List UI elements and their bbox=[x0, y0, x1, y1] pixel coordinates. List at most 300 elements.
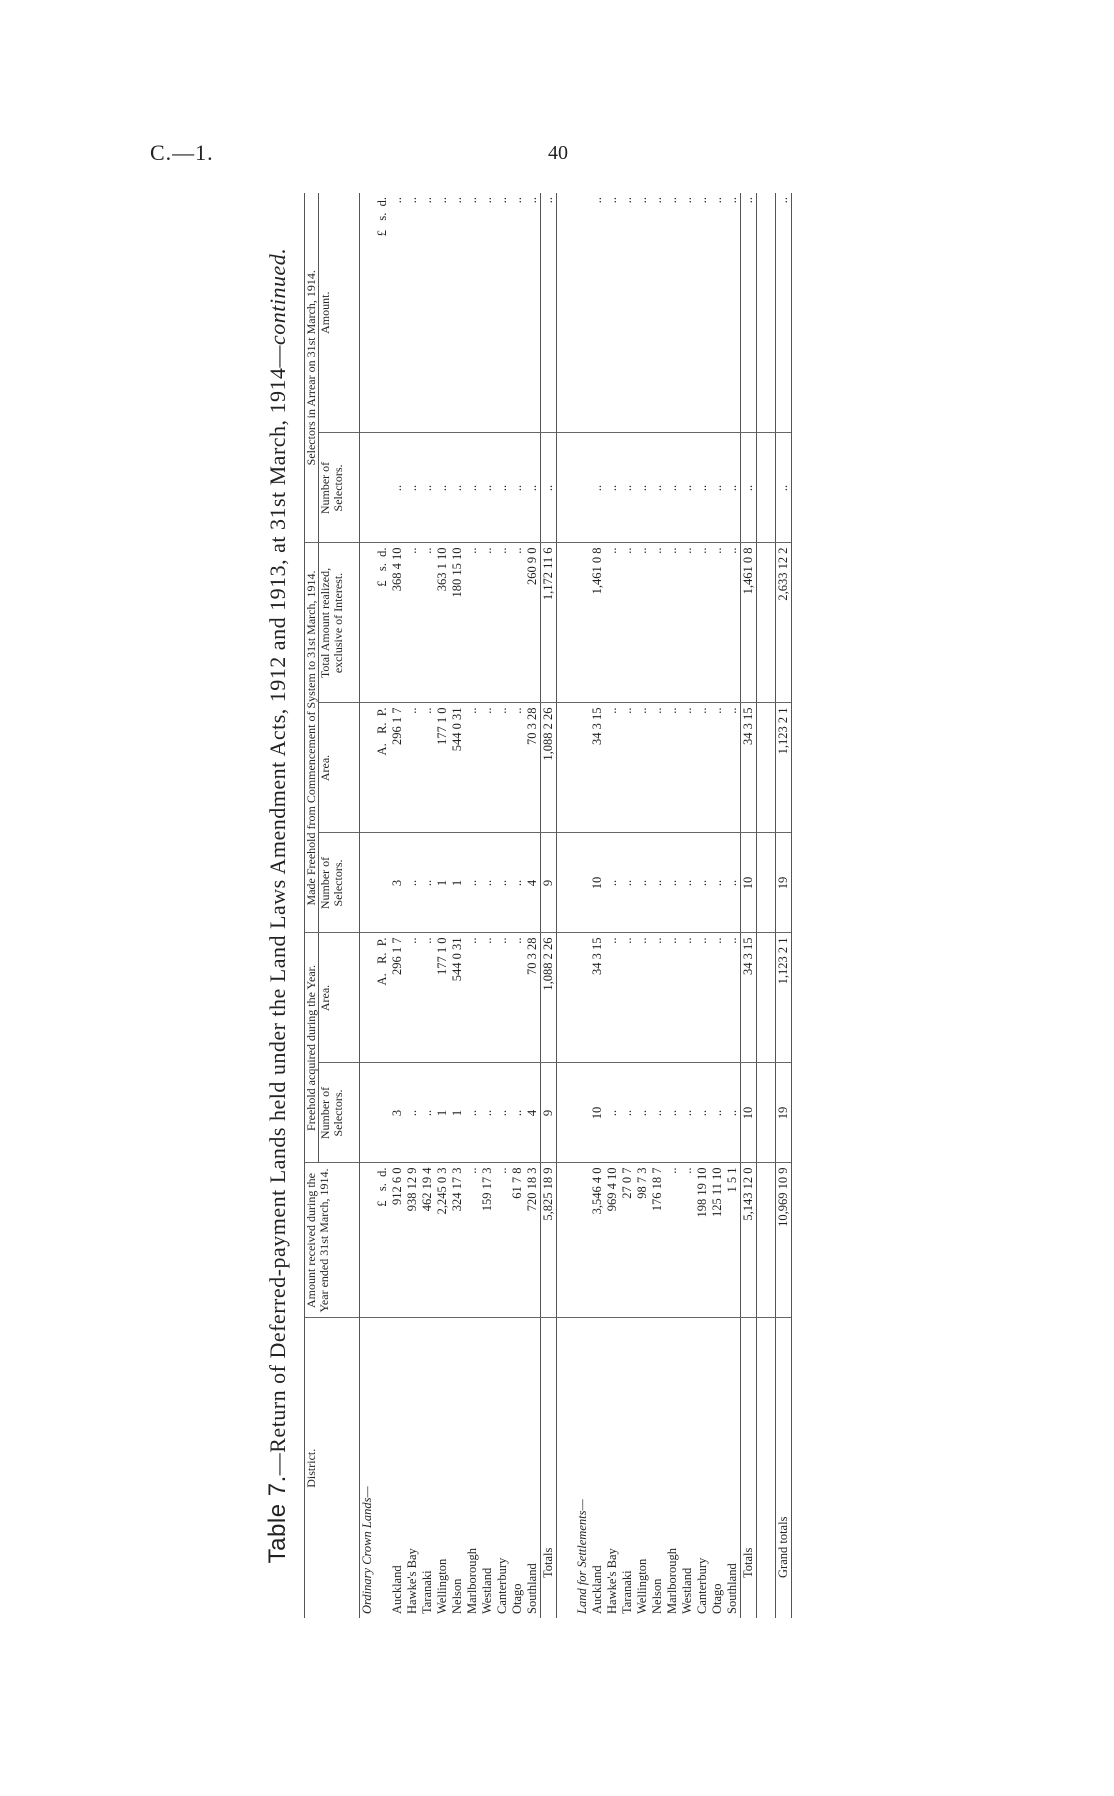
fa-number-cell: .. bbox=[695, 1063, 710, 1163]
arr-number-cell: .. bbox=[420, 433, 435, 543]
fa-area-header: Area. bbox=[319, 933, 360, 1063]
fa-number-cell: .. bbox=[605, 1063, 620, 1163]
amount-received-cell: .. bbox=[665, 1163, 680, 1318]
mf-amount-cell: .. bbox=[420, 543, 435, 703]
arr-amount-cell: .. bbox=[541, 193, 557, 433]
table-caption bbox=[264, 193, 292, 1618]
mf-amount-cell: .. bbox=[480, 543, 495, 703]
mf-amount-cell: 1,461 0 8 bbox=[741, 543, 757, 703]
amount-received-cell: 159 17 3 bbox=[480, 1163, 495, 1318]
fa-area-cell: 177 1 0 bbox=[435, 933, 450, 1063]
district-name: Canterbury bbox=[695, 1557, 709, 1614]
mf-number-cell: 1 bbox=[450, 833, 465, 933]
amount-received-cell: 61 7 8 bbox=[510, 1163, 525, 1318]
fa-area-cell: .. bbox=[510, 933, 525, 1063]
arr-amount-cell: .. bbox=[495, 193, 510, 433]
spacer-cell bbox=[757, 703, 776, 833]
fa-area-cell: 70 3 28 bbox=[525, 933, 541, 1063]
table-row bbox=[495, 193, 510, 1618]
district-name: Auckland bbox=[590, 1565, 604, 1614]
arr-number-header: Number of Selectors. bbox=[319, 433, 360, 543]
amount-received-cell: .. bbox=[465, 1163, 480, 1318]
table-row bbox=[465, 193, 480, 1618]
grand-totals-row bbox=[776, 193, 792, 1618]
spacer-cell bbox=[557, 703, 576, 833]
table-row bbox=[605, 193, 620, 1618]
mf-number-cell: 10 bbox=[590, 833, 605, 933]
fa-area-cell: .. bbox=[680, 933, 695, 1063]
district-name: Westland bbox=[680, 1567, 694, 1614]
table-row bbox=[435, 193, 450, 1618]
arr-amount-cell: .. bbox=[725, 193, 741, 433]
amount-received-cell: 98 7 3 bbox=[635, 1163, 650, 1318]
arr-amount-cell: .. bbox=[695, 193, 710, 433]
table-row bbox=[695, 193, 710, 1618]
spacer-cell bbox=[757, 1318, 776, 1618]
page-number: 40 bbox=[548, 142, 568, 164]
district-name: Southland bbox=[525, 1563, 539, 1614]
mf-area-cell: 177 1 0 bbox=[435, 703, 450, 833]
spacer-cell bbox=[557, 833, 576, 933]
district-name: Otago bbox=[510, 1583, 524, 1614]
mf-amount-cell: .. bbox=[665, 543, 680, 703]
arr-number-cell: .. bbox=[405, 433, 420, 543]
amount-received-cell: 1 5 1 bbox=[725, 1163, 741, 1318]
fa-area-cell: 544 0 31 bbox=[450, 933, 465, 1063]
spacer-cell bbox=[360, 543, 376, 703]
spacer-cell bbox=[360, 1163, 376, 1318]
mf-amount-cell: .. bbox=[725, 543, 741, 703]
unit-label: £ s. d. bbox=[375, 193, 390, 433]
arr-amount-cell: .. bbox=[450, 193, 465, 433]
spacer-cell bbox=[575, 703, 590, 833]
table-row bbox=[405, 193, 420, 1618]
mf-area-cell: 34 3 15 bbox=[741, 703, 757, 833]
fa-area-cell: .. bbox=[650, 933, 665, 1063]
mf-area-cell: .. bbox=[420, 703, 435, 833]
fa-area-cell: .. bbox=[420, 933, 435, 1063]
mf-amount-cell: .. bbox=[510, 543, 525, 703]
unit-label: £ s. d. bbox=[375, 543, 390, 703]
arr-number-cell: .. bbox=[450, 433, 465, 543]
fa-number-cell: .. bbox=[710, 1063, 725, 1163]
freehold-acquired-header: Freehold acquired during the Year. bbox=[305, 933, 319, 1163]
arr-amount-cell: .. bbox=[405, 193, 420, 433]
fa-area-cell: .. bbox=[465, 933, 480, 1063]
fa-number-cell: .. bbox=[420, 1063, 435, 1163]
mf-number-cell: 19 bbox=[776, 833, 792, 933]
spacer-cell bbox=[575, 1163, 590, 1318]
mf-area-cell: .. bbox=[710, 703, 725, 833]
fa-number-cell: .. bbox=[465, 1063, 480, 1163]
fa-area-cell: .. bbox=[405, 933, 420, 1063]
amount-received-cell: .. bbox=[680, 1163, 695, 1318]
spacer-cell bbox=[757, 1163, 776, 1318]
fa-number-cell: .. bbox=[495, 1063, 510, 1163]
amount-received-cell: 324 17 3 bbox=[450, 1163, 465, 1318]
amount-received-cell: .. bbox=[495, 1163, 510, 1318]
district-name: Southland bbox=[725, 1563, 739, 1614]
arr-amount-cell: .. bbox=[390, 193, 405, 433]
fa-number-cell: 1 bbox=[450, 1063, 465, 1163]
fa-number-cell: 9 bbox=[541, 1063, 557, 1163]
arr-number-cell: .. bbox=[665, 433, 680, 543]
arr-number-cell: .. bbox=[465, 433, 480, 543]
spacer-cell bbox=[360, 933, 376, 1063]
mf-amount-cell: 260 9 0 bbox=[525, 543, 541, 703]
district-name: Nelson bbox=[450, 1578, 464, 1614]
spacer-row bbox=[757, 193, 776, 1618]
arr-number-cell: .. bbox=[710, 433, 725, 543]
mf-area-cell: .. bbox=[605, 703, 620, 833]
arr-amount-cell: .. bbox=[680, 193, 695, 433]
fa-number-cell: 10 bbox=[590, 1063, 605, 1163]
amount-received-cell: 3,546 4 0 bbox=[590, 1163, 605, 1318]
fa-area-cell: .. bbox=[710, 933, 725, 1063]
fa-number-header: Number of Selectors. bbox=[319, 1063, 360, 1163]
arr-number-cell: .. bbox=[725, 433, 741, 543]
table-label: Table 7. bbox=[264, 1475, 291, 1564]
mf-amount-cell: .. bbox=[605, 543, 620, 703]
arr-amount-cell: .. bbox=[776, 193, 792, 433]
spacer-cell bbox=[575, 433, 590, 543]
spacer-cell bbox=[557, 1318, 576, 1618]
mf-number-cell: 9 bbox=[541, 833, 557, 933]
fa-number-cell: .. bbox=[680, 1063, 695, 1163]
mf-area-cell: .. bbox=[510, 703, 525, 833]
mf-number-cell: 10 bbox=[741, 833, 757, 933]
fa-area-cell: .. bbox=[495, 933, 510, 1063]
fa-number-cell: .. bbox=[665, 1063, 680, 1163]
section-title: Land for Settlements— bbox=[575, 1499, 589, 1614]
fa-area-cell: .. bbox=[695, 933, 710, 1063]
district-header: District. bbox=[305, 1318, 360, 1618]
district-name: Wellington bbox=[635, 1558, 649, 1614]
table-continued: continued. bbox=[265, 247, 290, 345]
fa-number-cell: 3 bbox=[390, 1063, 405, 1163]
mf-amount-cell: 2,633 12 2 bbox=[776, 543, 792, 703]
spacer-cell bbox=[557, 433, 576, 543]
page-code: C.—1. bbox=[150, 140, 214, 165]
in-arrear-header: Selectors in Arrear on 31st March, 1914. bbox=[305, 193, 319, 543]
totals-row bbox=[541, 193, 557, 1618]
arr-amount-cell: .. bbox=[510, 193, 525, 433]
arr-number-cell: .. bbox=[590, 433, 605, 543]
fa-area-cell: 1,123 2 1 bbox=[776, 933, 792, 1063]
amount-received-cell: 198 19 10 bbox=[695, 1163, 710, 1318]
mf-amount-cell: 1,461 0 8 bbox=[590, 543, 605, 703]
fa-area-cell: .. bbox=[635, 933, 650, 1063]
fa-number-cell: .. bbox=[620, 1063, 635, 1163]
fa-number-cell: 1 bbox=[435, 1063, 450, 1163]
mf-number-cell: .. bbox=[680, 833, 695, 933]
fa-area-cell: 1,088 2 26 bbox=[541, 933, 557, 1063]
mf-area-cell: .. bbox=[695, 703, 710, 833]
totals-label: Totals bbox=[741, 1318, 757, 1618]
amount-received-cell: 938 12 9 bbox=[405, 1163, 420, 1318]
mf-area-cell: 544 0 31 bbox=[450, 703, 465, 833]
unit-label bbox=[375, 833, 390, 933]
table-row bbox=[665, 193, 680, 1618]
district-name: Marlborough bbox=[465, 1548, 479, 1614]
spacer-cell bbox=[557, 1163, 576, 1318]
mf-amount-cell: .. bbox=[405, 543, 420, 703]
mf-number-cell: .. bbox=[480, 833, 495, 933]
arr-number-cell: .. bbox=[480, 433, 495, 543]
spacer-cell bbox=[575, 193, 590, 433]
mf-amount-cell: .. bbox=[710, 543, 725, 703]
district-name: Taranaki bbox=[420, 1570, 434, 1614]
fa-number-cell: 4 bbox=[525, 1063, 541, 1163]
arr-amount-cell: .. bbox=[480, 193, 495, 433]
mf-amount-cell: 1,172 11 6 bbox=[541, 543, 557, 703]
district-name: Marlborough bbox=[665, 1548, 679, 1614]
fa-number-cell: .. bbox=[725, 1063, 741, 1163]
mf-area-cell: .. bbox=[665, 703, 680, 833]
spacer-cell bbox=[575, 1063, 590, 1163]
unit-label: A. R. P. bbox=[375, 703, 390, 833]
amount-received-cell: 912 6 0 bbox=[390, 1163, 405, 1318]
arr-amount-cell: .. bbox=[435, 193, 450, 433]
mf-area-cell: 296 1 7 bbox=[390, 703, 405, 833]
mf-number-cell: .. bbox=[465, 833, 480, 933]
arr-amount-cell: .. bbox=[620, 193, 635, 433]
table-row bbox=[510, 193, 525, 1618]
mf-amount-cell: .. bbox=[695, 543, 710, 703]
table-row bbox=[635, 193, 650, 1618]
amount-received-cell: 27 0 7 bbox=[620, 1163, 635, 1318]
arr-number-cell: .. bbox=[541, 433, 557, 543]
district-name: Otago bbox=[710, 1583, 724, 1614]
spacer-cell bbox=[557, 193, 576, 433]
fa-number-cell: .. bbox=[480, 1063, 495, 1163]
section-title-row bbox=[360, 193, 376, 1618]
units-row bbox=[375, 193, 390, 1618]
district-name: Taranaki bbox=[620, 1570, 634, 1614]
arr-amount-cell: .. bbox=[741, 193, 757, 433]
mf-area-cell: 70 3 28 bbox=[525, 703, 541, 833]
spacer-cell bbox=[360, 703, 376, 833]
mf-amount-cell: 363 1 10 bbox=[435, 543, 450, 703]
amount-received-cell: 5,825 18 9 bbox=[541, 1163, 557, 1318]
district-name: Wellington bbox=[435, 1558, 449, 1614]
fa-number-cell: 10 bbox=[741, 1063, 757, 1163]
fa-area-cell: .. bbox=[620, 933, 635, 1063]
arr-amount-cell: .. bbox=[665, 193, 680, 433]
section-title-row bbox=[575, 193, 590, 1618]
mf-area-header: Area. bbox=[319, 703, 360, 833]
mf-number-cell: .. bbox=[710, 833, 725, 933]
spacer-cell bbox=[360, 193, 376, 433]
table-row bbox=[620, 193, 635, 1618]
arr-number-cell: .. bbox=[620, 433, 635, 543]
mf-area-cell: .. bbox=[650, 703, 665, 833]
arr-number-cell: .. bbox=[435, 433, 450, 543]
fa-area-cell: .. bbox=[665, 933, 680, 1063]
arr-number-cell: .. bbox=[635, 433, 650, 543]
fa-area-cell: .. bbox=[605, 933, 620, 1063]
mf-area-cell: .. bbox=[725, 703, 741, 833]
table-title: —Return of Deferred-payment Lands held under the Land Laws Amendment Acts, 1912 and 1913, at 31st March, 1914— bbox=[265, 344, 290, 1476]
district-name: Hawke's Bay bbox=[605, 1548, 619, 1614]
mf-amount-cell: .. bbox=[635, 543, 650, 703]
table-row bbox=[680, 193, 695, 1618]
arr-number-cell: .. bbox=[741, 433, 757, 543]
mf-area-cell: .. bbox=[495, 703, 510, 833]
arr-amount-cell: .. bbox=[710, 193, 725, 433]
fa-area-cell: 34 3 15 bbox=[741, 933, 757, 1063]
district-name: Canterbury bbox=[495, 1557, 509, 1614]
mf-amount-cell: 180 15 10 bbox=[450, 543, 465, 703]
arr-number-cell: .. bbox=[680, 433, 695, 543]
unit-label: A. R. P. bbox=[375, 933, 390, 1063]
fa-area-cell: 34 3 15 bbox=[590, 933, 605, 1063]
arr-number-cell: .. bbox=[525, 433, 541, 543]
mf-number-cell: .. bbox=[695, 833, 710, 933]
amount-received-cell: 969 4 10 bbox=[605, 1163, 620, 1318]
amount-received-cell: 125 11 10 bbox=[710, 1163, 725, 1318]
mf-number-cell: .. bbox=[650, 833, 665, 933]
arr-number-cell: .. bbox=[695, 433, 710, 543]
spacer-cell bbox=[757, 543, 776, 703]
mf-number-cell: .. bbox=[405, 833, 420, 933]
arr-amount-header: Amount. bbox=[319, 193, 360, 433]
mf-amount-header: Total Amount realized, exclusive of Interest. bbox=[319, 543, 360, 703]
table-row bbox=[710, 193, 725, 1618]
district-name: Hawke's Bay bbox=[405, 1548, 419, 1614]
mf-area-cell: .. bbox=[480, 703, 495, 833]
spacer-cell bbox=[575, 933, 590, 1063]
spacer-cell bbox=[757, 193, 776, 433]
section-title: Ordinary Crown Lands— bbox=[360, 1486, 374, 1614]
arr-number-cell: .. bbox=[605, 433, 620, 543]
mf-area-cell: .. bbox=[680, 703, 695, 833]
fa-area-cell: .. bbox=[725, 933, 741, 1063]
spacer-cell bbox=[557, 1063, 576, 1163]
spacer-cell bbox=[360, 1063, 376, 1163]
mf-area-cell: 1,088 2 26 bbox=[541, 703, 557, 833]
mf-number-cell: .. bbox=[605, 833, 620, 933]
units-spacer bbox=[375, 1318, 390, 1618]
unit-label bbox=[375, 1063, 390, 1163]
unit-label bbox=[375, 433, 390, 543]
fa-number-cell: .. bbox=[635, 1063, 650, 1163]
mf-number-cell: .. bbox=[620, 833, 635, 933]
mf-area-cell: .. bbox=[465, 703, 480, 833]
amount-received-cell: 462 19 4 bbox=[420, 1163, 435, 1318]
arr-amount-cell: .. bbox=[465, 193, 480, 433]
spacer-cell bbox=[557, 933, 576, 1063]
amount-received-header: Amount received during the Year ended 31st March, 1914. bbox=[305, 1163, 360, 1318]
arr-number-cell: .. bbox=[650, 433, 665, 543]
arr-amount-cell: .. bbox=[420, 193, 435, 433]
spacer-cell bbox=[575, 543, 590, 703]
mf-number-cell: .. bbox=[495, 833, 510, 933]
spacer-row bbox=[557, 193, 576, 1618]
table-row bbox=[480, 193, 495, 1618]
amount-received-cell: 10,969 10 9 bbox=[776, 1163, 792, 1318]
arr-amount-cell: .. bbox=[650, 193, 665, 433]
table-row bbox=[420, 193, 435, 1618]
spacer-cell bbox=[360, 433, 376, 543]
mf-number-cell: .. bbox=[665, 833, 680, 933]
arr-number-cell: .. bbox=[390, 433, 405, 543]
totals-label: Grand totals bbox=[776, 1318, 792, 1618]
arr-amount-cell: .. bbox=[525, 193, 541, 433]
table-row bbox=[450, 193, 465, 1618]
mf-amount-cell: .. bbox=[680, 543, 695, 703]
spacer-cell bbox=[757, 433, 776, 543]
mf-number-header: Number of Selectors. bbox=[319, 833, 360, 933]
district-name: Westland bbox=[480, 1567, 494, 1614]
fa-number-cell: .. bbox=[405, 1063, 420, 1163]
mf-number-cell: .. bbox=[510, 833, 525, 933]
arr-number-cell: .. bbox=[776, 433, 792, 543]
mf-area-cell: .. bbox=[635, 703, 650, 833]
amount-received-cell: 720 18 3 bbox=[525, 1163, 541, 1318]
district-name: Auckland bbox=[390, 1565, 404, 1614]
amount-received-cell: 5,143 12 0 bbox=[741, 1163, 757, 1318]
mf-number-cell: 1 bbox=[435, 833, 450, 933]
mf-number-cell: 3 bbox=[390, 833, 405, 933]
mf-area-cell: 1,123 2 1 bbox=[776, 703, 792, 833]
mf-number-cell: .. bbox=[635, 833, 650, 933]
spacer-cell bbox=[757, 1063, 776, 1163]
spacer-cell bbox=[757, 933, 776, 1063]
arr-number-cell: .. bbox=[495, 433, 510, 543]
deferred-payment-table bbox=[304, 193, 792, 1618]
fa-area-cell: .. bbox=[480, 933, 495, 1063]
amount-received-cell: 176 18 7 bbox=[650, 1163, 665, 1318]
arr-amount-cell: .. bbox=[590, 193, 605, 433]
mf-amount-cell: .. bbox=[495, 543, 510, 703]
mf-number-cell: .. bbox=[725, 833, 741, 933]
table-row bbox=[525, 193, 541, 1618]
unit-label: £ s. d. bbox=[375, 1163, 390, 1318]
totals-row bbox=[741, 193, 757, 1618]
arr-amount-cell: .. bbox=[635, 193, 650, 433]
spacer-cell bbox=[360, 833, 376, 933]
spacer-cell bbox=[757, 833, 776, 933]
rotated-table-block bbox=[264, 193, 896, 1618]
arr-amount-cell: .. bbox=[605, 193, 620, 433]
fa-area-cell: 296 1 7 bbox=[390, 933, 405, 1063]
table-row bbox=[390, 193, 405, 1618]
table-row bbox=[590, 193, 605, 1618]
district-name: Nelson bbox=[650, 1578, 664, 1614]
mf-amount-cell: .. bbox=[620, 543, 635, 703]
totals-label: Totals bbox=[541, 1318, 557, 1618]
table-row bbox=[725, 193, 741, 1618]
spacer-cell bbox=[557, 543, 576, 703]
mf-number-cell: 4 bbox=[525, 833, 541, 933]
mf-area-cell: .. bbox=[405, 703, 420, 833]
spacer-cell bbox=[575, 833, 590, 933]
mf-area-cell: 34 3 15 bbox=[590, 703, 605, 833]
table-row bbox=[650, 193, 665, 1618]
mf-amount-cell: .. bbox=[465, 543, 480, 703]
mf-number-cell: .. bbox=[420, 833, 435, 933]
mf-amount-cell: 368 4 10 bbox=[390, 543, 405, 703]
mf-amount-cell: .. bbox=[650, 543, 665, 703]
amount-received-cell: 2,245 0 3 bbox=[435, 1163, 450, 1318]
mf-area-cell: .. bbox=[620, 703, 635, 833]
made-freehold-header: Made Freehold from Commencement of System to 31st March, 1914. bbox=[305, 543, 319, 933]
fa-number-cell: .. bbox=[510, 1063, 525, 1163]
fa-number-cell: .. bbox=[650, 1063, 665, 1163]
fa-number-cell: 19 bbox=[776, 1063, 792, 1163]
arr-number-cell: .. bbox=[510, 433, 525, 543]
